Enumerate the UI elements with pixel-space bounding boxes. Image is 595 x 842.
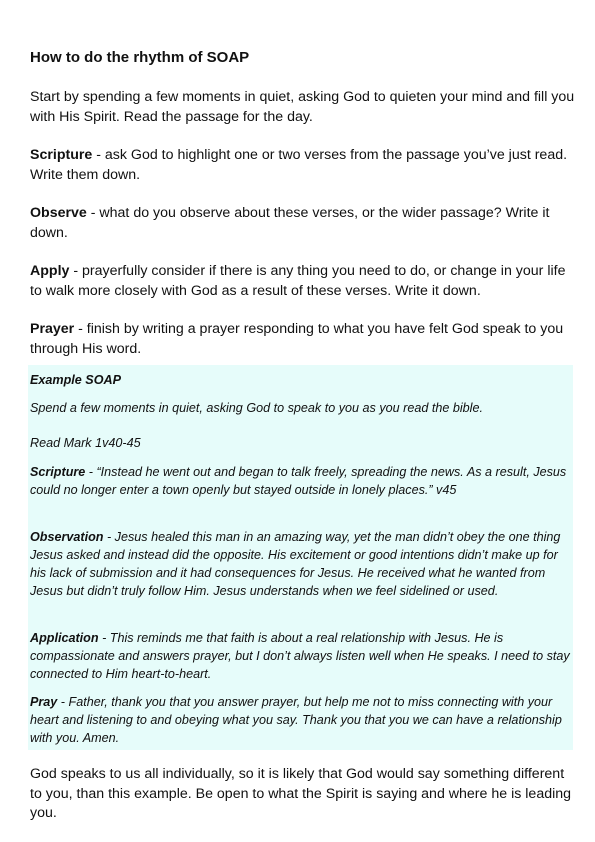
example-heading-text: Example SOAP [30, 373, 121, 387]
example-label: Observation [30, 530, 104, 544]
step-observe [30, 204, 575, 243]
example-label: Application [30, 631, 99, 645]
step-label: Observe [30, 205, 87, 221]
example-label: Pray [30, 695, 58, 709]
intro-paragraph: Start by spending a few moments in quiet, asking God to quieten your mind and fill you with His Spirit. Read the passage for the day. [30, 89, 575, 125]
step-label: Prayer [30, 321, 75, 337]
step-text: - ask God to highlight one or two verses from the passage you’ve just read. Write them down. [30, 147, 568, 183]
example-text: - Father, thank you that you answer prayer, but help me not to miss connecting with your heart and listening to and obeying what you say. Thank you that you we can have a relationship with you. Amen. [30, 695, 562, 745]
example-text: - “Instead he went out and began to talk freely, spreading the news. As a result, Jesus could no longer enter a town openly but stayed outside in lonely places.” v45 [30, 465, 567, 497]
example-quiet: Spend a few moments in quiet, asking God to speak to you as you read the bible. [30, 401, 483, 415]
example-scripture [30, 463, 572, 499]
step-label: Apply [30, 263, 70, 279]
step-prayer [30, 320, 575, 359]
example-pray [30, 693, 572, 747]
example-text: - This reminds me that faith is about a real relationship with Jesus. He is compassionate and answers prayer, but I don’t always listen well when He speaks. I need to stay connected to Him heart-to-heart. [30, 631, 570, 681]
example-application [30, 629, 572, 683]
example-heading [30, 371, 572, 389]
example-reading: Read Mark 1v40-45 [30, 436, 141, 450]
step-text: - what do you observe about these verses, or the wider passage? Write it down. [30, 205, 550, 241]
step-text: - prayerfully consider if there is any thing you need to do, or change in your life to walk more closely with God as a result of these verses. Write it down. [30, 263, 566, 299]
step-label: Scripture [30, 147, 93, 163]
example-observation [30, 528, 572, 600]
step-text: - finish by writing a prayer responding to what you have felt God speak to you through His word. [30, 321, 564, 357]
step-scripture [30, 146, 575, 185]
example-text: - Jesus healed this man in an amazing way, yet the man didn’t obey the one thing Jesus asked and instead did the opposite. His excitement or good intentions didn’t make up for his lack of submission and it had consequences for Jesus. He received what he wanted from Jesus but didn’t truly follow Him. Jesus understands when we feel sidelined or used. [30, 530, 561, 598]
example-label: Scripture [30, 465, 86, 479]
step-apply [30, 262, 575, 301]
closing-paragraph: God speaks to us all individually, so it is likely that God would say something different to you, than this example. Be open to what the Spirit is saying and where he is leading you. [30, 766, 572, 821]
page-title: How to do the rhythm of SOAP [30, 49, 250, 66]
